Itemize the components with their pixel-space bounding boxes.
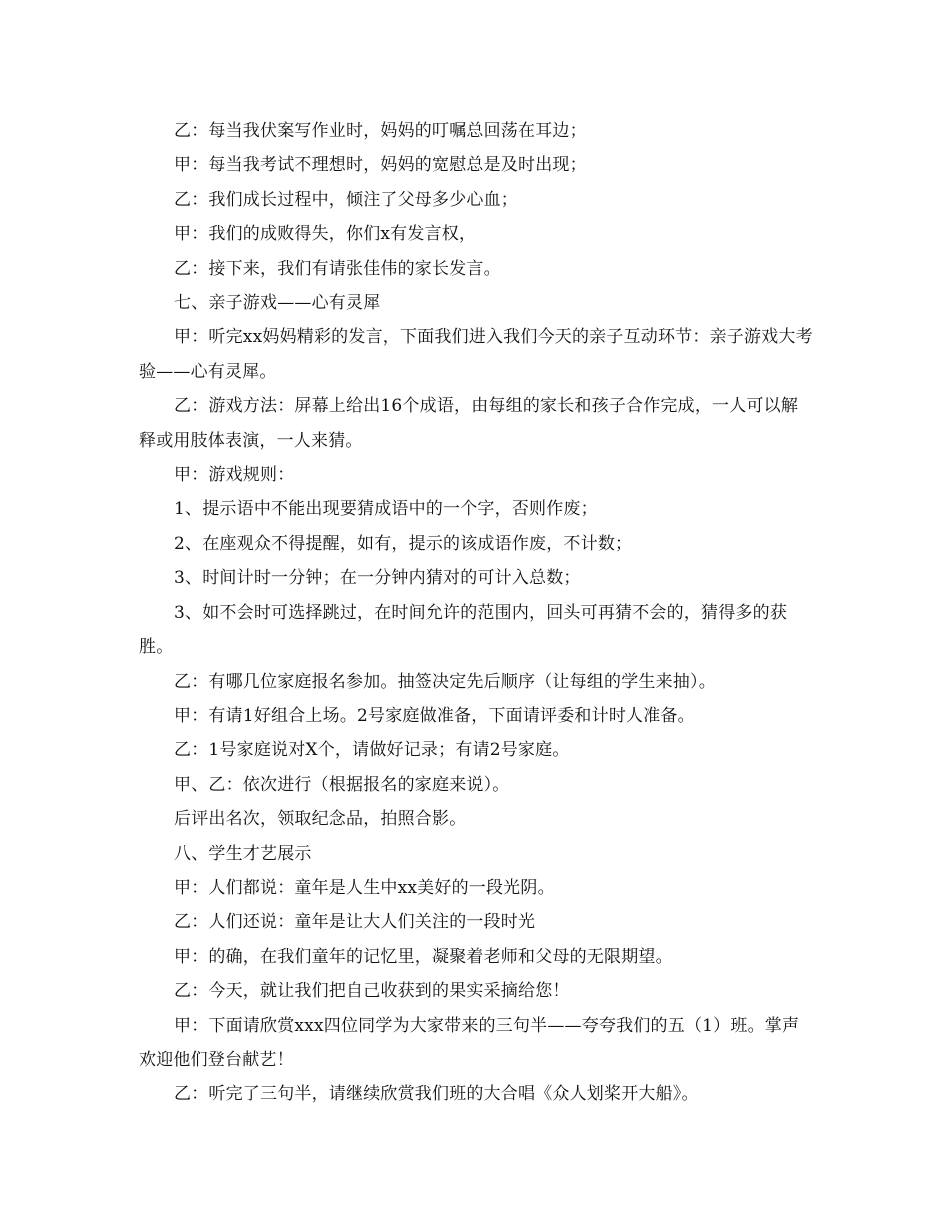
- section-heading: 七、亲子游戏——心有灵犀: [174, 293, 381, 314]
- rule-item: 1、提示语中不能出现要猜成语中的一个字，否则作废；: [174, 499, 598, 520]
- paragraph: 乙：今天，就让我们把自己收获到的果实采摘给您！: [174, 981, 570, 1002]
- document-body: [139, 114, 814, 1112]
- paragraph: 乙：我们成长过程中，倾注了父母多少心血；: [174, 189, 518, 210]
- paragraph: 甲：我们的成败得失，你们x有发言权，: [174, 224, 477, 245]
- paragraph: 乙：每当我伏案写作业时，妈妈的叮嘱总回荡在耳边；: [174, 121, 587, 141]
- paragraph: 甲：每当我考试不理想时，妈妈的宽慰总是及时出现；: [174, 155, 587, 176]
- paragraph: 甲：游戏规则：: [174, 465, 295, 486]
- paragraph: 乙：有哪几位家庭报名参加。抽签决定先后顺序（让每组的学生来抽）。: [174, 671, 716, 692]
- paragraph: 甲、乙：依次进行（根据报名的家庭来说）。: [174, 774, 510, 795]
- paragraph: 乙：1号家庭说对X个，请做好记录；有请2号家庭。: [174, 740, 570, 761]
- paragraph: 乙：听完了三句半，请继续欣赏我们班的大合唱《众人划桨开大船》。: [174, 1084, 699, 1105]
- rule-item: 3、时间计时一分钟；在一分钟内猜对的可计入总数；: [174, 568, 581, 589]
- paragraph: 甲：的确，在我们童年的记忆里，凝聚着老师和父母的无限期望。: [174, 946, 673, 967]
- paragraph: 甲：人们都说：童年是人生中xx美好的一段光阴。: [174, 877, 555, 898]
- paragraph: 乙：游戏方法：屏幕上给出16个成语，由每组的家长和孩子合作完成，一人可以解释或用肢体表演，一人来猜。: [139, 396, 799, 451]
- paragraph: 乙：人们还说：童年是让大人们关注的一段时光: [174, 912, 536, 933]
- paragraph: 乙：接下来，我们有请张佳伟的家长发言。: [174, 258, 501, 279]
- paragraph: 甲：下面请欣赏xxx四位同学为大家带来的三句半——夸夸我们的五（1）班。掌声欢迎他们登台献艺！: [139, 1015, 800, 1070]
- paragraph: 甲：听完xx妈妈精彩的发言，下面我们进入我们今天的亲子互动环节：亲子游戏大考验——心有灵犀。: [139, 327, 813, 382]
- rule-item: 3、如不会时可选择跳过，在时间允许的范围内，回头可再猜不会的，猜得多的获胜。: [139, 602, 788, 658]
- paragraph: 后评出名次，领取纪念品，拍照合影。: [174, 809, 467, 830]
- section-heading: 八、学生才艺展示: [174, 843, 312, 864]
- rule-item: 2、在座观众不得提醒，如有，提示的该成语作废，不计数；: [174, 533, 633, 554]
- paragraph: 甲：有请1好组合上场。2号家庭做准备，下面请评委和计时人准备。: [174, 705, 695, 726]
